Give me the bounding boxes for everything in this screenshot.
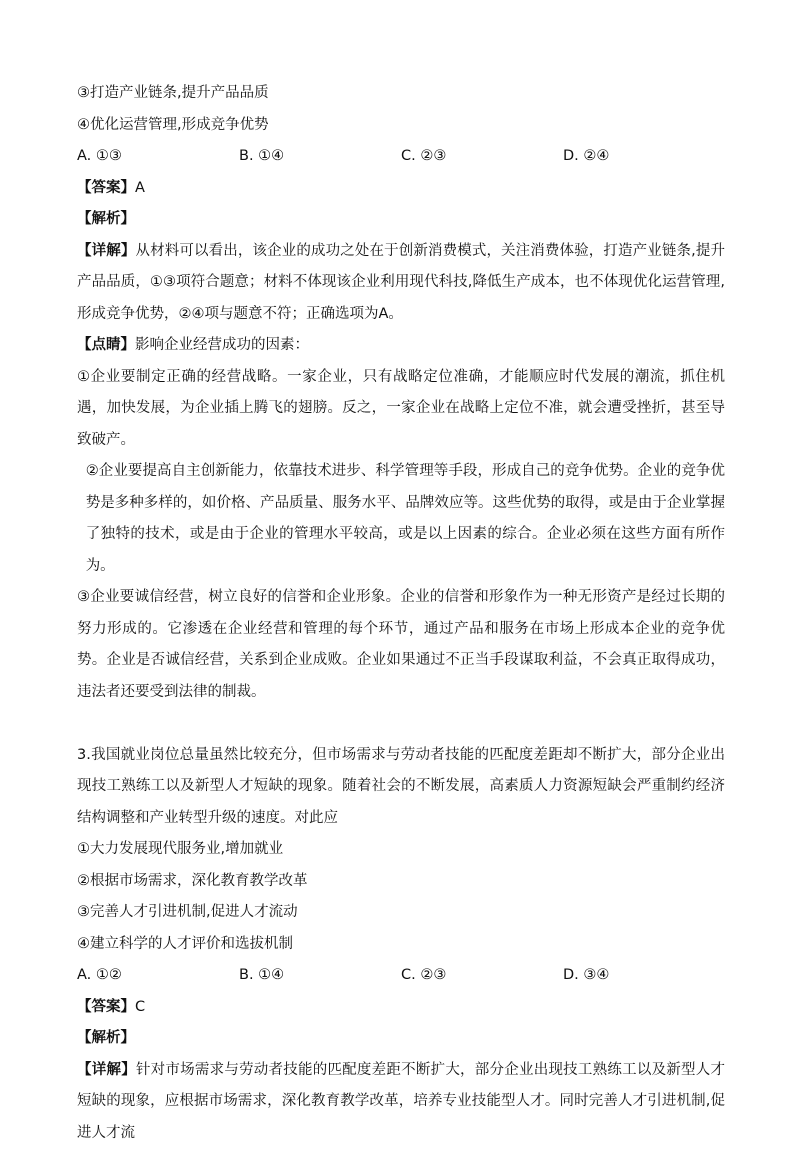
answer-tag: 【答案】 xyxy=(77,999,135,1015)
q3-item-1: ①大力发展现代服务业,增加就业 xyxy=(77,834,725,866)
document-page xyxy=(77,78,725,1149)
q3-item-2: ②根据市场需求，深化教育教学改革 xyxy=(77,866,725,898)
q2-point-1: ①企业要制定正确的经营战略。一家企业，只有战略定位准确，才能顺应时代发展的潮流，抓住机遇，加快发展，为企业插上腾飞的翅膀。反之，一家企业在战略上定位不准，就会遭受挫折，甚至导致破产。 xyxy=(77,362,725,457)
q2-option-b: B. ①④ xyxy=(239,141,401,173)
q3-stem: 3.我国就业岗位总量虽然比较充分，但市场需求与劳动者技能的匹配度差距却不断扩大，部分企业出现技工熟练工以及新型人才短缺的现象。随着社会的不断发展，高素质人力资源短缺会严重制约经济结构调整和产业转型升级的速度。对此应 xyxy=(77,740,725,835)
q3-detail xyxy=(77,1055,725,1149)
detail-text: 针对市场需求与劳动者技能的匹配度差距不断扩大，部分企业出现技工熟练工以及新型人才短缺的现象，应根据市场需求，深化教育教学改革，培养专业技能型人才。同时完善人才引进机制,促进人才流 xyxy=(77,1062,725,1141)
detail-text: 从材料可以看出，该企业的成功之处在于创新消费模式，关注消费体验，打造产业链条,提升产品品质，①③项符合题意；材料不体现该企业利用现代科技,降低生产成本，也不体现优化运营管理,形成竞争优势，②④项与题意不符；正确选项为A。 xyxy=(77,243,725,322)
section-gap xyxy=(77,708,725,740)
q3-option-a: A. ①② xyxy=(77,960,239,992)
detail-tag: 【详解】 xyxy=(77,1062,136,1078)
q2-item-4: ④优化运营管理,形成竞争优势 xyxy=(77,110,725,142)
q3-analysis-heading: 【解析】 xyxy=(77,1023,725,1055)
answer-tag: 【答案】 xyxy=(77,180,135,196)
q3-option-c: C. ②③ xyxy=(401,960,563,992)
q2-option-a: A. ①③ xyxy=(77,141,239,173)
q3-option-b: B. ①④ xyxy=(239,960,401,992)
q3-item-4: ④建立科学的人才评价和选拔机制 xyxy=(77,929,725,961)
q3-option-d: D. ③④ xyxy=(563,960,725,992)
q3-options xyxy=(77,960,725,992)
answer-value: A xyxy=(135,180,145,196)
q2-detail xyxy=(77,236,725,331)
tip-tag: 【点睛】 xyxy=(77,337,135,353)
q2-point-3: ③企业要诚信经营，树立良好的信誉和企业形象。企业的信誉和形象作为一种无形资产是经过长期的努力形成的。它渗透在企业经营和管理的每个环节，通过产品和服务在市场上形成本企业的竞争优势。企业是否诚信经营，关系到企业成败。企业如果通过不正当手段谋取利益，不会真正取得成功，违法者还要受到法律的制裁。 xyxy=(77,582,725,708)
q2-option-c: C. ②③ xyxy=(401,141,563,173)
tip-text: 影响企业经营成功的因素： xyxy=(135,337,309,353)
q2-tip xyxy=(77,330,725,362)
q2-answer xyxy=(77,173,725,205)
q2-point-2: ②企业要提高自主创新能力，依靠技术进步、科学管理等手段，形成自己的竞争优势。企业的竞争优势是多种多样的，如价格、产品质量、服务水平、品牌效应等。这些优势的取得，或是由于企业掌握了独特的技术，或是由于企业的管理水平较高，或是以上因素的综合。企业必须在这些方面有所作为。 xyxy=(77,456,725,582)
detail-tag: 【详解】 xyxy=(77,243,136,259)
q2-analysis-heading: 【解析】 xyxy=(77,204,725,236)
answer-value: C xyxy=(135,999,145,1015)
q3-item-3: ③完善人才引进机制,促进人才流动 xyxy=(77,897,725,929)
q2-option-d: D. ②④ xyxy=(563,141,725,173)
q3-answer xyxy=(77,992,725,1024)
q2-options xyxy=(77,141,725,173)
q2-item-3: ③打造产业链条,提升产品品质 xyxy=(77,78,725,110)
